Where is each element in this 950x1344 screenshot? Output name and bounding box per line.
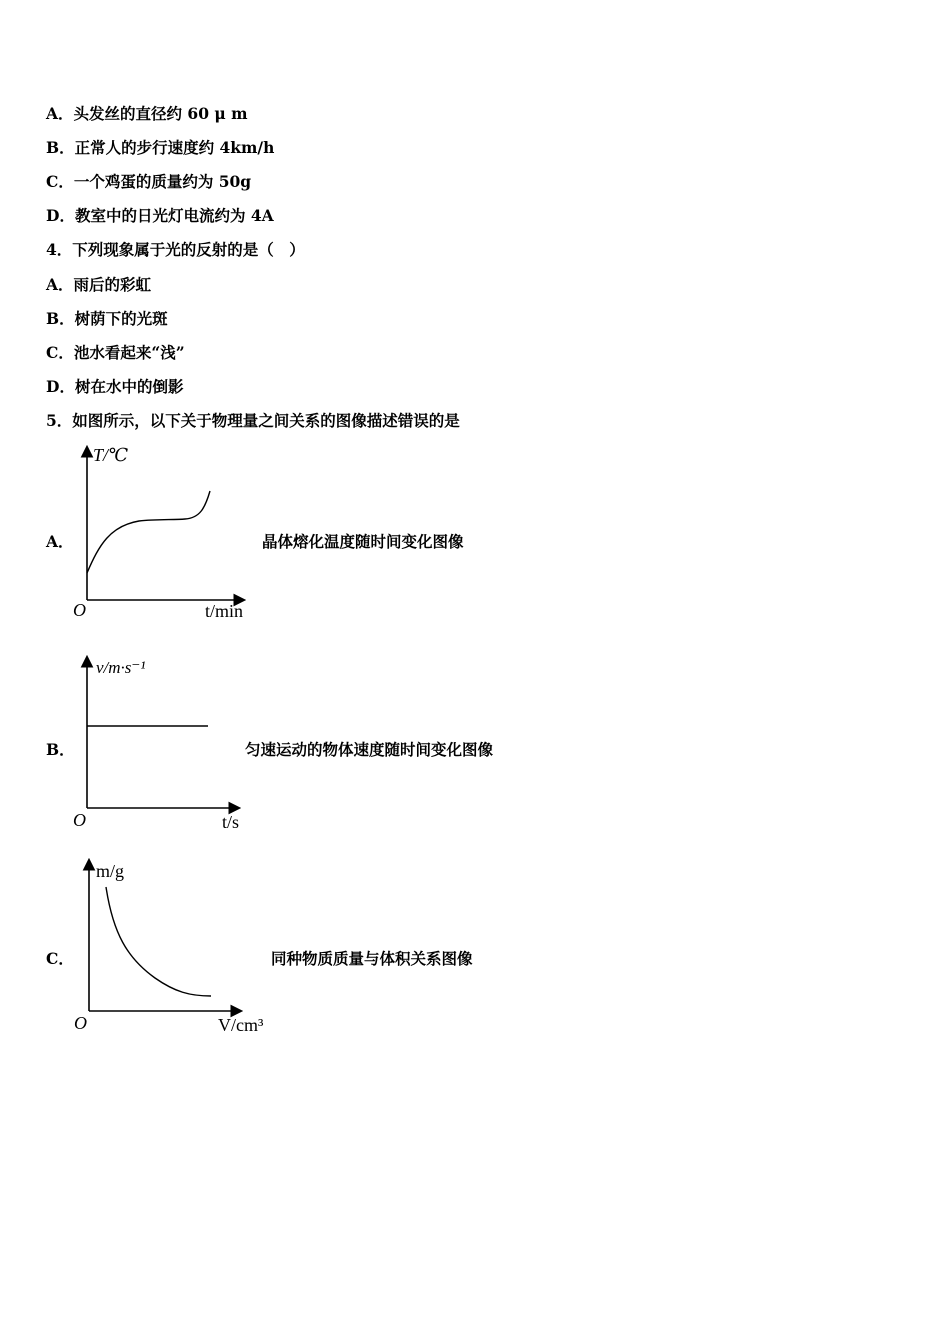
- q5-option-c-letter: C．: [46, 949, 74, 968]
- origin-label: O: [73, 600, 86, 620]
- q3-option-c: C．一个鸡蛋的质量约为 50g: [46, 172, 252, 191]
- x-axis-label: V/cm³: [218, 1015, 264, 1035]
- x-axis-label: t/s: [222, 812, 240, 832]
- q5-option-b-caption: 匀速运动的物体速度随时间变化图像: [245, 740, 494, 759]
- origin-label: O: [73, 810, 86, 830]
- q5-option-a-caption: 晶体熔化温度随时间变化图像: [262, 532, 464, 551]
- q3-option-d: D．教室中的日光灯电流约为 4A: [46, 206, 274, 225]
- y-axis-label: T/℃: [93, 445, 129, 465]
- q5-graph-a: [65, 440, 265, 625]
- x-axis-label: t/min: [205, 601, 244, 621]
- q5-graph-c: [65, 853, 275, 1038]
- q4-stem: 4．下列现象属于光的反射的是（ ）: [46, 240, 305, 259]
- y-axis-label: m/g: [96, 861, 125, 881]
- y-axis-label: v/m·s⁻¹: [96, 658, 146, 677]
- q5-graph-b: [65, 652, 265, 832]
- melting-curve: [87, 491, 210, 573]
- q5-option-c-caption: 同种物质质量与体积关系图像: [271, 949, 473, 968]
- q4-option-a: A．雨后的彩虹: [46, 275, 152, 294]
- q5-option-b-letter: B．: [46, 740, 75, 759]
- q5-option-a-letter: A．: [46, 532, 74, 551]
- q4-option-c: C．池水看起来“浅”: [46, 343, 185, 362]
- decreasing-curve: [106, 887, 211, 996]
- q4-option-b: B．树荫下的光斑: [46, 309, 168, 328]
- q3-option-a: A．头发丝的直径约 60 μ m: [46, 104, 248, 123]
- q4-option-d: D．树在水中的倒影: [46, 377, 184, 396]
- origin-label: O: [74, 1013, 87, 1033]
- q5-stem: 5．如图所示，以下关于物理量之间关系的图像描述错误的是: [46, 411, 460, 430]
- q3-option-b: B．正常人的步行速度约 4km/h: [46, 138, 275, 157]
